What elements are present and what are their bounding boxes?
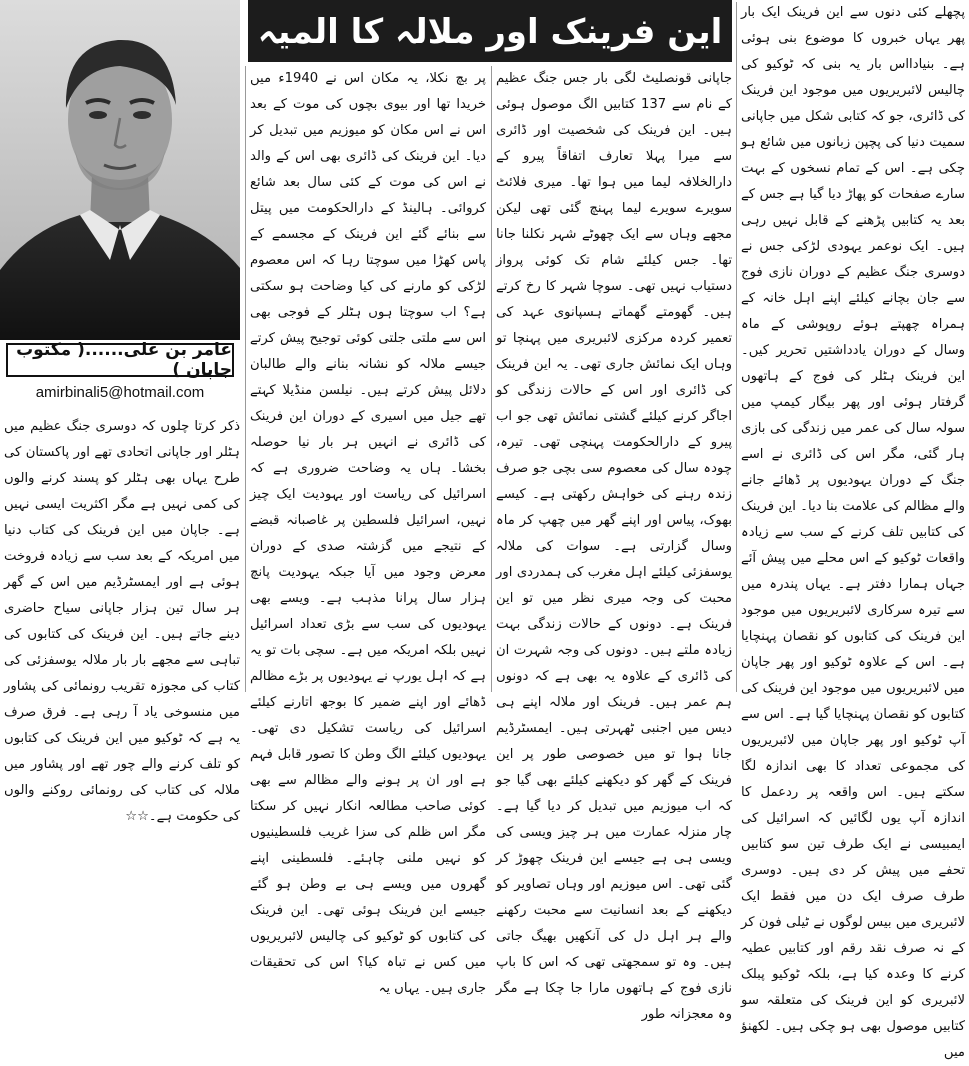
- column-divider: [245, 66, 246, 692]
- article-column-4: [4, 414, 240, 824]
- author-portrait-image: [0, 0, 240, 340]
- author-photo: [0, 0, 240, 340]
- author-byline: عامر بن علی......( مکتوب جاپان ): [16, 340, 232, 380]
- article-title: این فرینک اور ملالہ کا المیہ: [257, 11, 723, 52]
- column-4-text: ذکر کرتا چلوں کہ دوسری جنگ عظیم میں ہٹلر اور جاپانی اتحادی تھے اور پاکستان کی طرح یہاں بھی ہٹلر کو پسند کرنے والوں کی کمی نہیں ہے مگر اکثریت ایسی نہیں ہے۔ جاپان میں این فرینک کی کتاب دنیا میں امریکہ کے بعد سب سے زیادہ فروخت ہوئی ہے اور ایمسٹرڈیم میں اس کے گھر ہر سال تین ہزار جاپانی سیاح حاضری دینے جاتے ہیں۔ این فرینک کی کتابوں کی تباہی سے مجھے بار بار ملالہ یوسفزئی کی کتاب کی مجوزہ تقریب رونمائی کی پشاور میں منسوخی یاد آ رہی ہے۔ فرق صرف یہ ہے کہ ٹوکیو میں این فرینک کی کتابوں کو تلف کرنے والے چور تھے اور پشاور میں ملالہ کی کتاب کی رونمائی روکنے والوں کی حکومت ہے۔☆☆: [4, 419, 240, 824]
- article-column-3: [250, 66, 486, 996]
- article-title-bar: [248, 0, 732, 62]
- column-3-text: پر بچ نکلا، یہ مکان اس نے 1940ء میں خریدا تھا اور بیوی بچوں کی موت کے بعد اس نے اس مکان کو میوزیم میں تبدیل کر دیا۔ این فرینک کی ڈائری بھی اس کے والد نے اس کی موت کے کئی سال بعد شائع کروائی۔ ہالینڈ کے دارالحکومت میں پیتل سے بنائے گئے این فرینک کے مجسمے کے پاس کھڑا میں سوچتا رہا کہ اس معصوم لڑکی کو مارنے کی کیا وضاحت ہو سکتی ہے؟ اب سوچتا ہوں ہٹلر کے فوجی بھی اس سے ملتی جلتی کوئی توجیح پیش کرتے جیسے ملالہ کو نشانہ بنانے والے طالبان دلائل پیش کرتے ہیں۔ نیلسن منڈیلا کہتے تھے جیل میں اسیری کے دوران این فرینک کی ڈائری نے انہیں ہر بار نیا حوصلہ بخشا۔ ہاں یہ وضاحت ضروری ہے کہ اسرائیل کی ریاست اور یہودیت ایک چیز نہیں، اسرائیل فلسطین پر غاصبانہ قبضے کے نتیجے میں گزشتہ صدی کے دوران معرض وجود میں آیا جبکہ یہودیت پانچ ہزار سال پرانا مذہب ہے۔ ویسے بھی یہودیوں کی سب سے بڑی تعداد اسرائیل نہیں بلکہ امریکہ میں ہے۔ سچی بات تو یہ ہے کہ اہل یورپ نے یہودیوں پر بڑے مظالم ڈھائے اور اپنے ضمیر کا بوجھ اتارنے کیلئے اسرائیل کی ریاست تشکیل دی تھی۔ یہودیوں کیلئے الگ وطن کا تصور قابل فہم ہے اور ان پر ہونے والے مظالم سے بھی کوئی صاحب مطالعہ انکار نہیں کر سکتا مگر اس ظلم کی سزا غریب فلسطینیوں کو نہیں ملنی چاہئے۔ فلسطینی اپنے گھروں میں ویسے ہی بے وطن ہو گئے جیسے این فرینک ہوئی تھی۔ این فرینک کی کتابوں کو ٹوکیو کی چالیس لائبریریوں میں کس نے تباہ کیا؟ اس کی تحقیقات جاری ہیں۔ یہاں یہ: [250, 71, 486, 996]
- column-divider: [736, 2, 737, 692]
- column-1-text: پچھلے کئی دنوں سے این فرینک ایک بار پھر یہاں خبروں کا موضوع بنی ہوئی ہے۔ بنیادااس بار یہ بنی کہ ٹوکیو کی چالیس لائبریریوں میں موجود این فرینک کی ڈائری، جو کہ کتابی شکل میں جاپانی سمیت دنیا کی پچپن زبانوں میں شائع ہو چکی ہے۔ اس کے تمام نسخوں کے بہت سارے صفحات کو پھاڑ دیا گیا ہے جس کے بعد یہ کتابیں پڑھنے کے قابل نہیں رہی ہیں۔ ایک نوعمر یہودی لڑکی جس نے دوسری جنگ عظیم کے دوران نازی فوج سے جان بچانے کیلئے اپنے اہل خانہ کے ہمراہ چھپتے ہوئے روپوشی کے ماہ وسال کے دوران یادداشتیں تحریر کیں۔ این فرینک ہٹلر کی فوج کے ہاتھوں گرفتار ہوئی اور پھر بیگار کیمپ میں سولہ سال کی عمر میں زندگی کی بازی ہار گئی، مگر اس کی ڈائری نے اسے جنگ کے دوران یہودیوں پر ڈھائے جانے والے مظالم کی علامت بنا دیا۔ این فرینک کی کتابیں تلف کرنے کے سب سے زیادہ واقعات ٹوکیو کے اس محلے میں پیش آئے جہاں ہمارا دفتر ہے۔ یہاں پندرہ میں سے تیرہ سرکاری لائبریریوں میں موجود این فرینک کی کتابوں کو نقصان پہنچایا ہے۔ اس کے علاوہ ٹوکیو اور پھر جاپان میں لائبریریوں میں موجود این فرینک کی کتابوں کو نقصان پہنچایا گیا ہے۔ اس سے آپ ٹوکیو اور پھر جاپان میں لائبریریوں کی مجموعی تعداد کا بھی اندازہ لگا سکتے ہیں۔ اس واقعہ پر ردعمل کا اندازہ آپ یوں لگائیں کہ اسرائیل کی ایمبیسی نے ایک طرف تین سو کتابیں تحفے میں پیش کر دی ہیں۔ دوسری طرف صرف ایک دن میں فقط ایک لائبریری میں بیس لوگوں نے ٹیلی فون کر کے نہ صرف نقد رقم اور کتابیں عطیہ کرنے کا وعدہ کیا ہے، بلکہ ٹوکیو پبلک لائبریری کو این فرینک کی متعلقہ سو کتابیں موصول بھی ہو چکی ہیں۔ لکھنؤ میں: [741, 5, 965, 1060]
- column-divider: [491, 66, 492, 692]
- article-column-2: [496, 66, 732, 1022]
- column-2-text: جاپانی قونصلیٹ لگی بار جس جنگ عظیم کے نام سے 137 کتابیں الگ موصول ہوئی ہیں۔ این فرینک کی شخصیت اور ڈائری سے میرا پہلا تعارف اتفاقاً پیرو کے دارالخلافہ لیما میں ہوا تھا۔ میری فلائٹ سویرے سویرے لیما پہنچ گئی تھی لیکن مجھے وہاں سے ایک چھوٹے شہر نکلنا جانا تھا۔ جس کیلئے شام تک کوئی پرواز دستیاب نہیں تھی۔ سوچا شہر کا رخ کرتے ہیں۔ گھومتے گھماتے ہسپانوی عہد کی تعمیر کردہ مرکزی لائبریری میں پہنچا تو وہاں ایک نمائش جاری تھی۔ یہ این فرینک کی ڈائری اور اس کے حالات زندگی کو اجاگر کرنے کیلئے گشتی نمائش تھی جو اب پیرو کے دارالحکومت پہنچی تھی۔ تیرہ، چودہ سال کی معصوم سی بچی جو صرف زندہ رہنے کی خواہش رکھتی ہے۔ کیسے بھوک، پیاس اور اپنے گھر میں چھپ کر ماہ وسال گزارتی ہے۔ سوات کی ملالہ یوسفزئی کیلئے اہل مغرب کی ہمدردی اور محبت کی وجہ میری نظر میں تو این فرینک ہے۔ دونوں کے حالات زندگی بہت زیادہ ملتے ہیں۔ دونوں کی وجہ شہرت ان کی ڈائری کے علاوہ یہ بھی ہے کہ دونوں ہم عمر ہیں۔ فرینک اور ملالہ اپنے ہی دیس میں اجنبی ٹھہرتی ہیں۔ ایمسٹرڈیم جانا ہوا تو میں خصوصی طور پر این فرینک کے گھر کو دیکھنے کیلئے بھی گیا جو کہ اب میوزیم میں تبدیل کر دیا گیا ہے۔ چار منزلہ عمارت میں ہر چیز ویسی کی ویسی ہی ہے جیسے این فرینک چھوڑ کر گئی تھی۔ اس میوزیم اور وہاں تصاویر کو دیکھنے کے بعد انسانیت سے محبت رکھنے والے ہر اہل دل کی آنکھیں بھیگ جاتی ہیں۔ وہ تو سمجھتی تھی کہ اس کا باپ نازی فوج کے ہاتھوں مارا جا چکا ہے مگر وہ معجزانہ طور: [496, 71, 732, 1022]
- author-byline-box: [6, 340, 234, 380]
- article-column-1: [741, 0, 965, 1060]
- author-email[interactable]: amirbinali5@hotmail.com: [35, 384, 205, 401]
